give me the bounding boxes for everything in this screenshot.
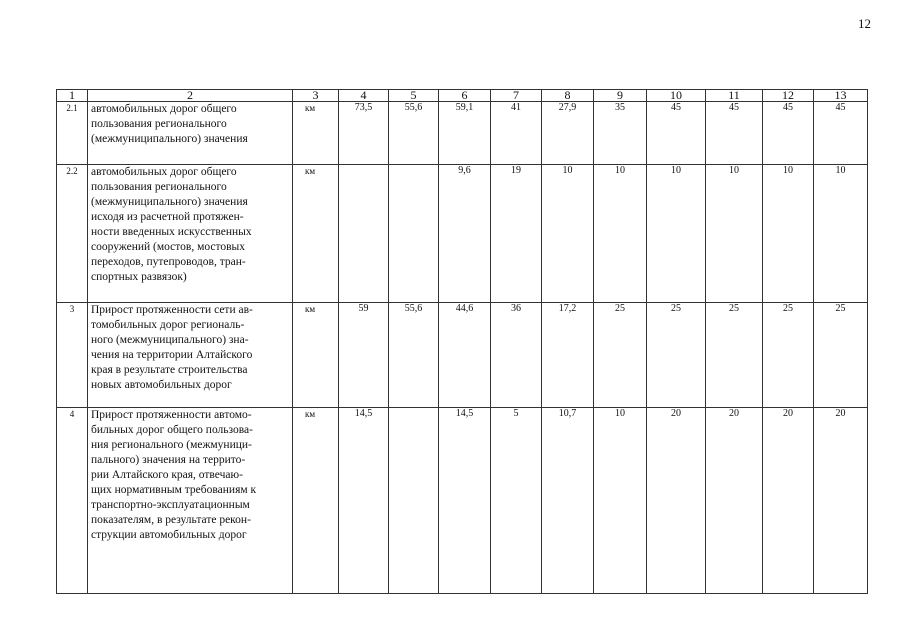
table-row (57, 102, 868, 165)
row-description: Прирост протяженности сети ав- томобильных дорог региональ- ного (межмуниципального) зна- чения на территории Алтайского края в результате строительства новых автомобильных дорог (88, 303, 293, 408)
value-cell: 73,5 (339, 102, 389, 165)
row-unit: км (293, 408, 339, 594)
value-cell: 10 (594, 408, 647, 594)
value-cell (339, 165, 389, 303)
column-header: 12 (763, 90, 814, 102)
table-row (57, 408, 868, 594)
value-cell: 59,1 (439, 102, 491, 165)
row-description: Прирост протяженности автомо- бильных дорог общего пользова- ния регионального (межмуници- пального) значения на террито- рии Алтайского края, отвечаю- щих нормативным требованиям к транспортно-эксплуатационным показателям, в результате рекон- струкции автомобильных дорог (88, 408, 293, 594)
table-row (57, 165, 868, 303)
row-index: 2.2 (57, 165, 88, 303)
value-cell: 25 (763, 303, 814, 408)
column-header: 9 (594, 90, 647, 102)
row-description: автомобильных дорог общего пользования регионального (межмуниципального) значения исходя из расчетной протяжен- ности введенных искусственных сооружений (мостов, мостовых переходов, путепроводов, тран- спортных развязок) (88, 165, 293, 303)
value-cell (389, 165, 439, 303)
value-cell: 25 (706, 303, 763, 408)
value-cell: 10 (706, 165, 763, 303)
value-cell: 36 (491, 303, 542, 408)
column-header: 3 (293, 90, 339, 102)
value-cell: 45 (763, 102, 814, 165)
value-cell: 10 (542, 165, 594, 303)
row-unit: км (293, 165, 339, 303)
value-cell: 35 (594, 102, 647, 165)
value-cell: 59 (339, 303, 389, 408)
column-header: 5 (389, 90, 439, 102)
value-cell: 25 (594, 303, 647, 408)
value-cell: 17,2 (542, 303, 594, 408)
column-header: 4 (339, 90, 389, 102)
row-index: 2.1 (57, 102, 88, 165)
value-cell: 14,5 (339, 408, 389, 594)
value-cell: 14,5 (439, 408, 491, 594)
table-header-row (57, 90, 868, 102)
column-header: 13 (814, 90, 868, 102)
value-cell: 55,6 (389, 102, 439, 165)
value-cell: 10,7 (542, 408, 594, 594)
row-index: 4 (57, 408, 88, 594)
row-index: 3 (57, 303, 88, 408)
column-header: 10 (647, 90, 706, 102)
value-cell (389, 408, 439, 594)
row-description: автомобильных дорог общего пользования регионального (межмуниципального) значения (88, 102, 293, 165)
value-cell: 25 (647, 303, 706, 408)
value-cell: 19 (491, 165, 542, 303)
row-unit: км (293, 102, 339, 165)
page-number: 12 (858, 16, 871, 31)
value-cell: 10 (814, 165, 868, 303)
value-cell: 10 (763, 165, 814, 303)
value-cell: 20 (763, 408, 814, 594)
value-cell: 55,6 (389, 303, 439, 408)
column-header: 1 (57, 90, 88, 102)
value-cell: 41 (491, 102, 542, 165)
value-cell: 45 (647, 102, 706, 165)
value-cell: 20 (647, 408, 706, 594)
column-header: 8 (542, 90, 594, 102)
column-header: 6 (439, 90, 491, 102)
column-header: 11 (706, 90, 763, 102)
value-cell: 20 (706, 408, 763, 594)
value-cell: 9,6 (439, 165, 491, 303)
column-header: 2 (88, 90, 293, 102)
column-header: 7 (491, 90, 542, 102)
value-cell: 44,6 (439, 303, 491, 408)
value-cell: 10 (647, 165, 706, 303)
value-cell: 25 (814, 303, 868, 408)
value-cell: 27,9 (542, 102, 594, 165)
table-row (57, 303, 868, 408)
value-cell: 45 (706, 102, 763, 165)
row-unit: км (293, 303, 339, 408)
value-cell: 10 (594, 165, 647, 303)
indicator-table (56, 89, 868, 594)
value-cell: 45 (814, 102, 868, 165)
value-cell: 20 (814, 408, 868, 594)
value-cell: 5 (491, 408, 542, 594)
